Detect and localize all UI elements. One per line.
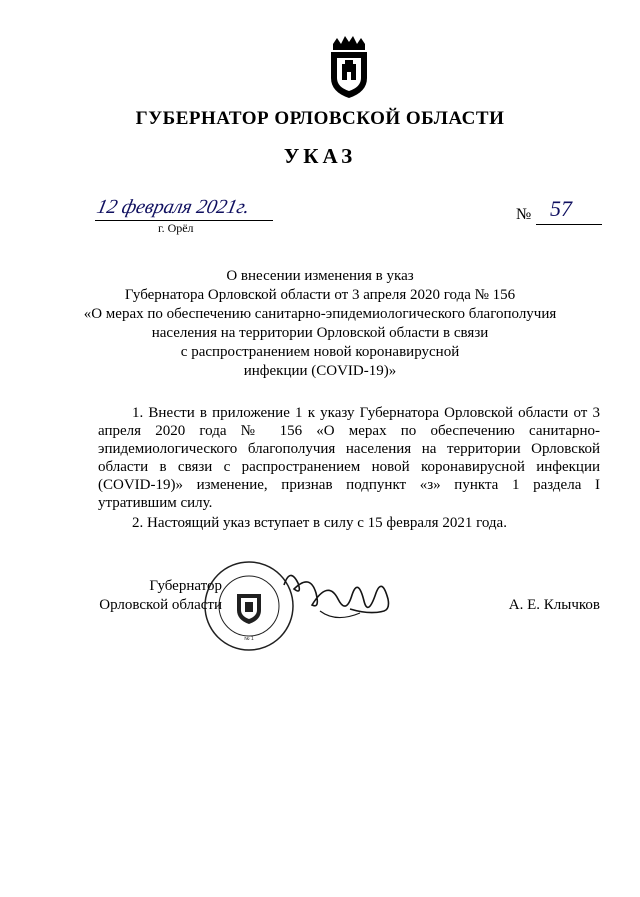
document-date: 12 февраля 2021г. <box>94 196 252 218</box>
title-line: «О мерах по обеспечению санитарно-эпидемиологического благополучия <box>83 306 557 322</box>
body-paragraph: 1. Внести в приложение 1 к указу Губернатора Орловской области от 3 апреля 2020 года № 156 «О мерах по обеспечению санитарно-эпидемиологического благополучия населения на территории Орловской области в связи с распространением новой коронавирусной инфекции (COVID-19)» изменение, признав подпункт «з» пункта 1 раздела I утратившим силу. <box>98 405 600 511</box>
document-body <box>98 404 600 532</box>
signatory-role: Губернатор <box>149 578 222 594</box>
title-line: О внесении изменения в указ <box>226 268 414 284</box>
title-line: Губернатора Орловской области от 3 апреля 2020 года № 156 <box>124 287 516 303</box>
number-underline <box>536 224 602 225</box>
handwritten-signature-icon <box>280 565 395 625</box>
title-line: с распространением новой коронавирусной <box>180 344 460 360</box>
signatory-title <box>95 577 222 615</box>
body-paragraph: 2. Настоящий указ вступает в силу с 15 февраля 2021 года. <box>132 515 507 531</box>
issuing-authority: ГУБЕРНАТОР ОРЛОВСКОЙ ОБЛАСТИ <box>135 108 505 129</box>
number-sign: № <box>516 206 532 223</box>
coat-of-arms-icon <box>327 34 371 100</box>
document-type: УКАЗ <box>283 144 357 168</box>
svg-text:№ 1: № 1 <box>244 636 254 642</box>
title-line: населения на территории Орловской области в связи <box>151 325 489 341</box>
signatory-name: А. Е. Клычков <box>508 597 600 613</box>
document-number: 57 <box>550 196 572 221</box>
document-title <box>0 267 640 381</box>
signatory-region: Орловской области <box>99 597 222 613</box>
title-line: инфекции (COVID-19)» <box>243 363 397 379</box>
document-city: г. Орёл <box>158 221 194 235</box>
